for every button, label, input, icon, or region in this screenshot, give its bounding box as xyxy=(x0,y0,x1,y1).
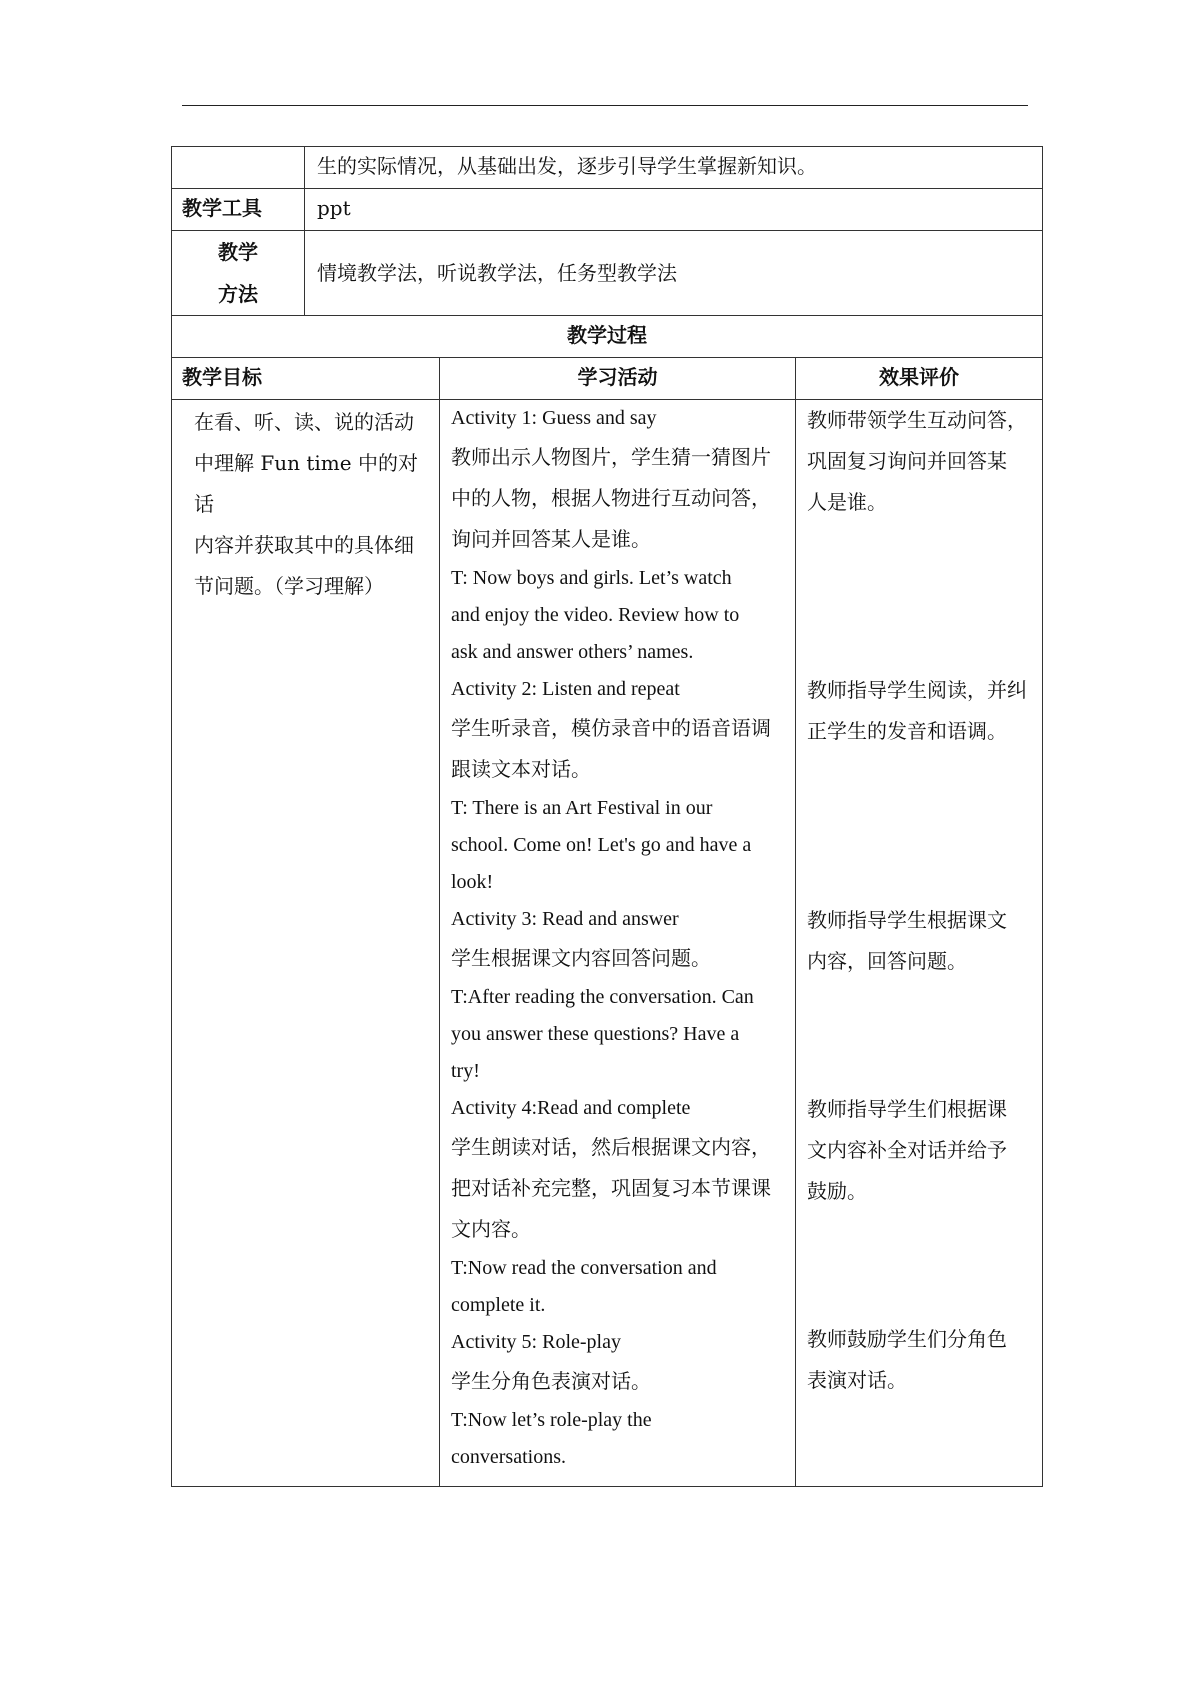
activity-en-line: and enjoy the video. Review how to xyxy=(451,604,740,626)
activity-2 xyxy=(451,671,789,901)
header-rule xyxy=(182,105,1028,106)
evaluation-line: 文内容补全对话并给予 xyxy=(807,1138,1007,1162)
objective-line: 在看、听、读、说的活动 xyxy=(194,410,414,434)
activity-3 xyxy=(451,901,789,1090)
lesson-plan-table xyxy=(171,146,1043,1487)
activity-title: Activity 1: Guess and say xyxy=(451,407,657,429)
evaluation-2 xyxy=(807,670,1036,900)
activity-1 xyxy=(451,400,789,671)
activity-en-line: T:After reading the conversation. Can xyxy=(451,986,754,1008)
activity-zh-line: 教师出示人物图片，学生猜一猜图片 xyxy=(451,445,771,469)
tools-label: 教学工具 xyxy=(172,189,305,231)
col-objective-header: 教学目标 xyxy=(172,358,440,400)
process-title: 教学过程 xyxy=(172,316,1043,358)
evaluation-line: 教师鼓励学生们分角色 xyxy=(807,1327,1007,1351)
process-body-row xyxy=(172,400,1043,1487)
objective-line: 内容并获取其中的具体细 xyxy=(194,533,414,557)
evaluation-line: 巩固复习询问并回答某 xyxy=(807,449,1007,473)
activity-en-line: complete it. xyxy=(451,1294,546,1316)
activity-en-line: try! xyxy=(451,1060,480,1082)
evaluation-line: 表演对话。 xyxy=(807,1368,907,1392)
activity-zh-line: 学生听录音，模仿录音中的语音语调 xyxy=(451,716,771,740)
method-label-line2: 方法 xyxy=(218,282,258,306)
activity-en-line: look! xyxy=(451,871,494,893)
evaluation-5 xyxy=(807,1319,1036,1401)
evaluation-line: 内容，回答问题。 xyxy=(807,949,967,973)
evaluation-4 xyxy=(807,1089,1036,1319)
evaluation-line: 教师指导学生们根据课 xyxy=(807,1097,1007,1121)
activity-5 xyxy=(451,1324,789,1476)
method-row xyxy=(172,231,1043,316)
col-activity-header: 学习活动 xyxy=(440,358,796,400)
tools-row xyxy=(172,189,1043,231)
activity-zh-line: 文内容。 xyxy=(451,1217,531,1241)
evaluation-cell xyxy=(796,400,1043,1487)
evaluation-line: 教师指导学生根据课文 xyxy=(807,908,1007,932)
activity-title: Activity 5: Role-play xyxy=(451,1331,621,1353)
activity-title: Activity 3: Read and answer xyxy=(451,908,679,930)
evaluation-line: 教师带领学生互动问答， xyxy=(807,408,1027,432)
activity-title: Activity 2: Listen and repeat xyxy=(451,678,680,700)
objective-cell xyxy=(172,400,440,1487)
activity-en-line: T: Now boys and girls. Let’s watch xyxy=(451,567,732,589)
evaluation-1 xyxy=(807,400,1036,670)
top-row xyxy=(172,147,1043,189)
activity-zh-line: 把对话补充完整，巩固复习本节课课 xyxy=(451,1176,771,1200)
process-title-row xyxy=(172,316,1043,358)
tools-value: ppt xyxy=(305,189,1043,231)
activity-en-line: T:Now let’s role-play the xyxy=(451,1409,652,1431)
top-row-text: 生的实际情况，从基础出发，逐步引导学生掌握新知识。 xyxy=(305,147,1043,189)
method-label-line1: 教学 xyxy=(218,240,258,264)
activity-en-line: school. Come on! Let's go and have a xyxy=(451,834,752,856)
activity-zh-line: 学生根据课文内容回答问题。 xyxy=(451,946,711,970)
activity-zh-line: 询问并回答某人是谁。 xyxy=(451,527,651,551)
top-row-label-cell xyxy=(172,147,305,189)
activity-en-line: you answer these questions? Have a xyxy=(451,1023,740,1045)
evaluation-line: 人是谁。 xyxy=(807,490,887,514)
activity-zh-line: 跟读文本对话。 xyxy=(451,757,591,781)
objective-line: 节问题。（学习理解） xyxy=(194,574,384,598)
col-evaluation-header: 效果评价 xyxy=(796,358,1043,400)
activity-cell xyxy=(440,400,796,1487)
objective-line: 中理解 Fun time 中的对话 xyxy=(194,451,418,516)
activity-en-line: T:Now read the conversation and xyxy=(451,1257,717,1279)
evaluation-line: 鼓励。 xyxy=(807,1179,867,1203)
process-header-row xyxy=(172,358,1043,400)
method-label-cell xyxy=(172,231,305,316)
activity-en-line: T: There is an Art Festival in our xyxy=(451,797,713,819)
evaluation-line: 教师指导学生阅读，并纠 xyxy=(807,678,1027,702)
activity-title: Activity 4:Read and complete xyxy=(451,1097,691,1119)
activity-4 xyxy=(451,1090,789,1324)
activity-zh-line: 学生朗读对话，然后根据课文内容， xyxy=(451,1135,771,1159)
evaluation-3 xyxy=(807,900,1036,1089)
activity-zh-line: 学生分角色表演对话。 xyxy=(451,1369,651,1393)
evaluation-line: 正学生的发音和语调。 xyxy=(807,719,1007,743)
method-value: 情境教学法，听说教学法，任务型教学法 xyxy=(305,231,1043,316)
activity-en-line: conversations. xyxy=(451,1446,566,1468)
activity-zh-line: 中的人物，根据人物进行互动问答， xyxy=(451,486,771,510)
activity-en-line: ask and answer others’ names. xyxy=(451,641,694,663)
